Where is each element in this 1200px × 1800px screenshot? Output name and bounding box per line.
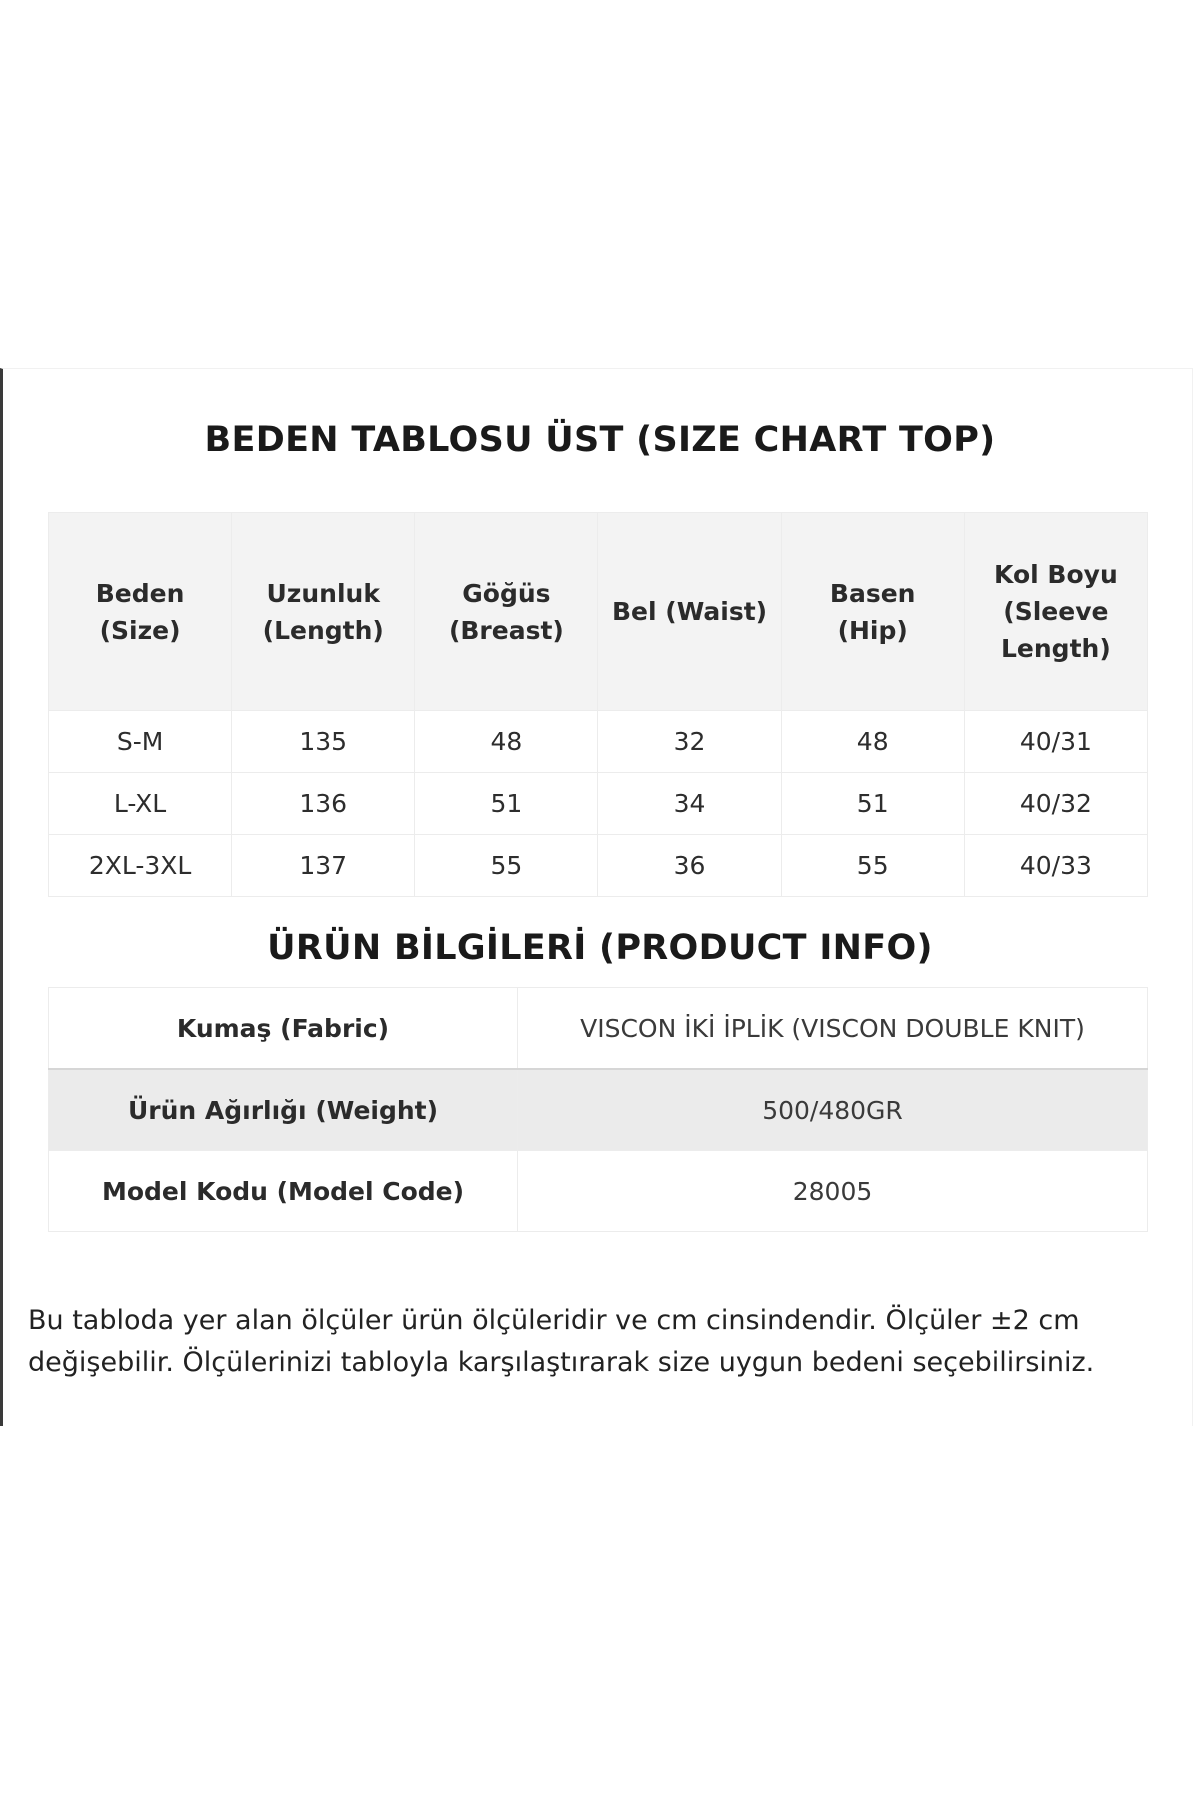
product-info-table — [48, 987, 1148, 1232]
weight-value: 500/480GR — [518, 1069, 1148, 1151]
product-info-row-fabric — [49, 988, 1148, 1070]
cell-length: 135 — [232, 711, 415, 773]
table-row — [49, 711, 1148, 773]
cell-hip: 51 — [781, 773, 964, 835]
measurement-note-line-1: Bu tabloda yer alan ölçüler ürün ölçüleridir ve cm cinsindendir. Ölçüler ±2 cm — [28, 1305, 1080, 1336]
cell-breast: 48 — [415, 711, 598, 773]
fabric-label: Kumaş (Fabric) — [49, 988, 518, 1070]
size-chart-header-row — [49, 513, 1148, 711]
cell-size: 2XL-3XL — [49, 835, 232, 897]
cell-sleeve-length: 40/32 — [964, 773, 1147, 835]
header-hip: Basen (Hip) — [781, 513, 964, 711]
cell-waist: 32 — [598, 711, 781, 773]
product-info-title: ÜRÜN BİLGİLERİ (PRODUCT INFO) — [267, 928, 933, 968]
cell-waist: 36 — [598, 835, 781, 897]
product-info-row-weight — [49, 1069, 1148, 1151]
cell-breast: 51 — [415, 773, 598, 835]
cell-waist: 34 — [598, 773, 781, 835]
cell-hip: 55 — [781, 835, 964, 897]
header-breast: Göğüs (Breast) — [415, 513, 598, 711]
measurement-note — [28, 1300, 1178, 1384]
cell-hip: 48 — [781, 711, 964, 773]
header-length: Uzunluk (Length) — [232, 513, 415, 711]
table-row — [49, 773, 1148, 835]
model-code-label: Model Kodu (Model Code) — [49, 1151, 518, 1232]
product-info-row-model-code — [49, 1151, 1148, 1232]
measurement-note-line-2: değişebilir. Ölçülerinizi tabloyla karşılaştırarak size uygun bedeni seçebilirsiniz. — [28, 1347, 1095, 1378]
size-chart-table — [48, 512, 1148, 897]
cell-size: S-M — [49, 711, 232, 773]
header-sleeve-length: Kol Boyu (Sleeve Length) — [964, 513, 1147, 711]
weight-label: Ürün Ağırlığı (Weight) — [49, 1069, 518, 1151]
fabric-value: VISCON İKİ İPLİK (VISCON DOUBLE KNIT) — [518, 988, 1148, 1070]
table-row — [49, 835, 1148, 897]
cell-sleeve-length: 40/33 — [964, 835, 1147, 897]
cell-sleeve-length: 40/31 — [964, 711, 1147, 773]
cell-length: 137 — [232, 835, 415, 897]
model-code-value: 28005 — [518, 1151, 1148, 1232]
size-chart-title: BEDEN TABLOSU ÜST (SIZE CHART TOP) — [204, 420, 996, 460]
header-waist: Bel (Waist) — [598, 513, 781, 711]
cell-length: 136 — [232, 773, 415, 835]
cell-breast: 55 — [415, 835, 598, 897]
header-size: Beden (Size) — [49, 513, 232, 711]
cell-size: L-XL — [49, 773, 232, 835]
